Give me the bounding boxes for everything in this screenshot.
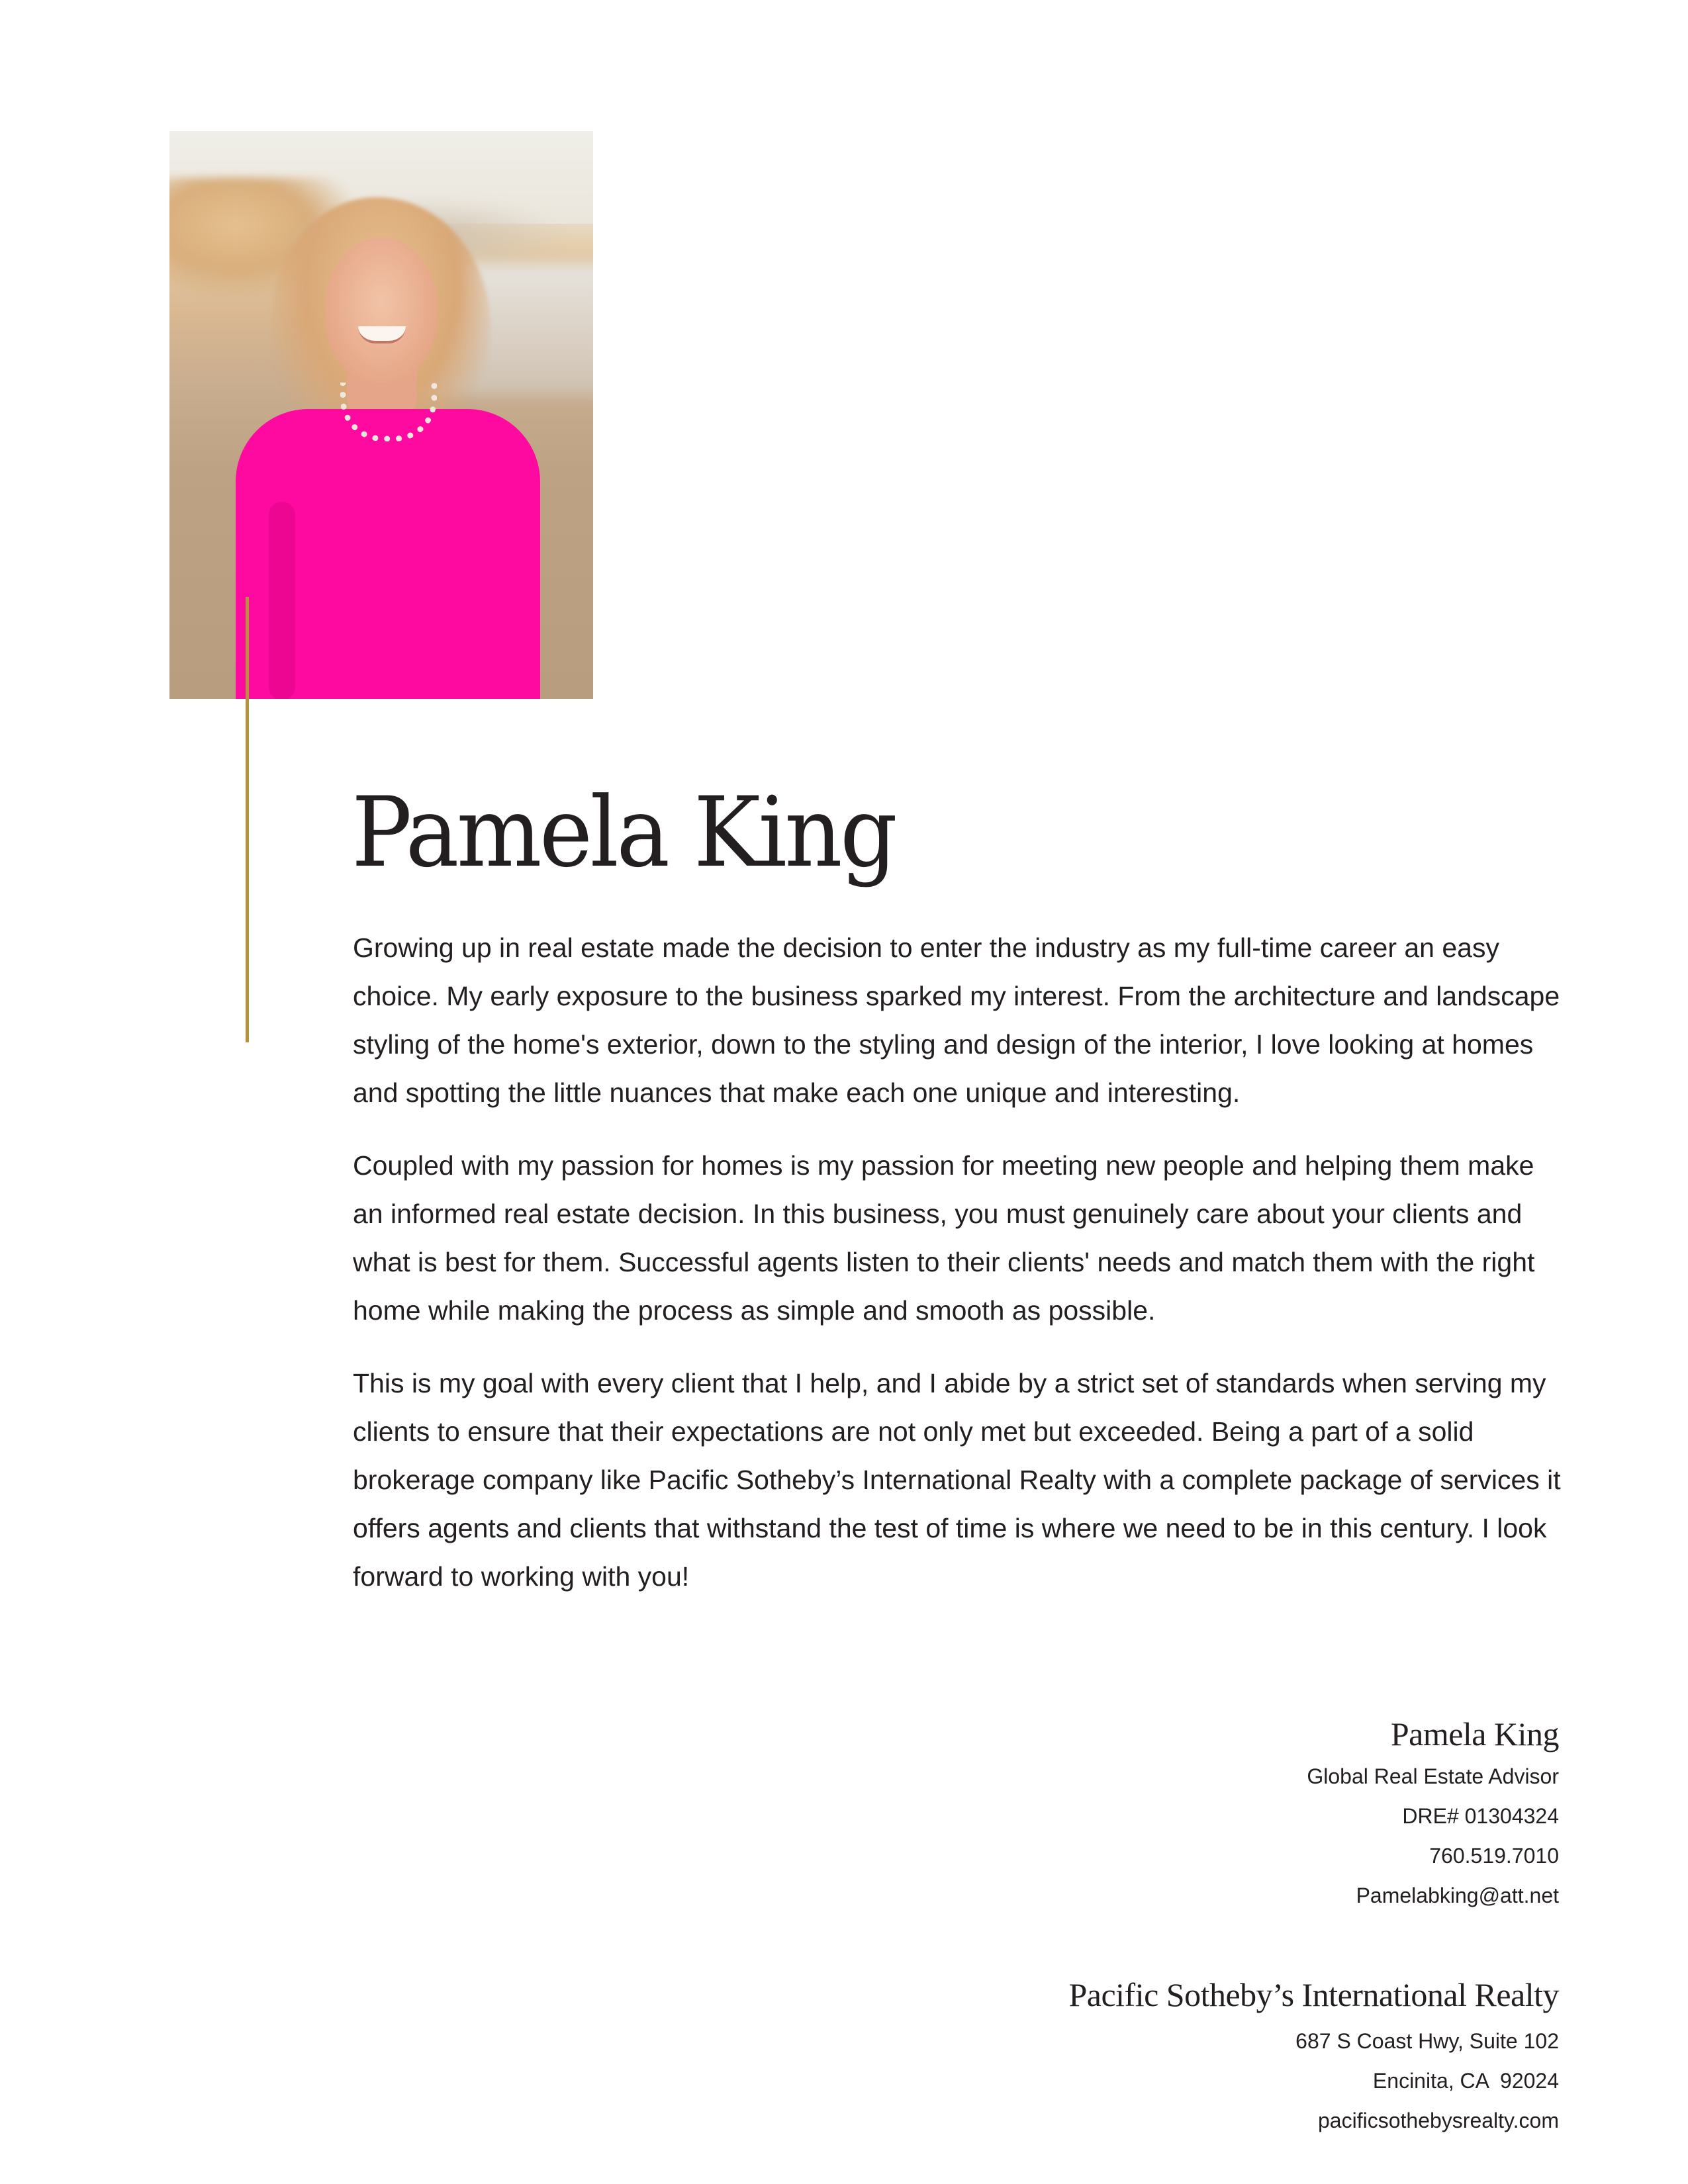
agent-title: Global Real Estate Advisor: [1307, 1764, 1559, 1788]
firm-address-line1: 687 S Coast Hwy, Suite 102: [1295, 2029, 1559, 2053]
bio-paragraph-2: Coupled with my passion for homes is my passion for meeting new people and helping them make an informed real estate decision. In this business, you must genuinely care about your clients and what is best for them. Successful agents listen to their clients' needs and match them with the right home while making the process as simple and smooth as possible.: [353, 1150, 1535, 1326]
bio-section: [353, 924, 1564, 1625]
firm-signature-block: [1068, 1975, 1559, 2140]
photo-face: [325, 237, 438, 383]
bio-paragraph-1: Growing up in real estate made the decision to enter the industry as my full-time career an easy choice. My early exposure to the business sparked my interest. From the architecture and landscape styling of the home's exterior, down to the styling and design of the interior, I love looking at homes and spotting the little nuances that make each one unique and interesting.: [353, 933, 1560, 1108]
firm-website: pacificsothebysrealty.com: [1318, 2109, 1559, 2132]
page-title: Pamela King: [352, 776, 896, 889]
gold-vertical-rule: [246, 597, 249, 1042]
agent-signature-block: [1307, 1714, 1559, 1915]
agent-name: Pamela King: [1390, 1715, 1559, 1752]
agent-license: DRE# 01304324: [1402, 1804, 1559, 1828]
firm-name: Pacific Sotheby’s International Realty: [1068, 1976, 1559, 2013]
firm-address-line2: Encinita, CA 92024: [1372, 2069, 1559, 2093]
agent-phone: 760.519.7010: [1429, 1844, 1559, 1868]
photo-sweater-shade: [269, 502, 295, 699]
agent-portrait-photo: [169, 131, 593, 699]
agent-email: Pamelabking@att.net: [1356, 1884, 1559, 1907]
bio-paragraph-3: This is my goal with every client that I help, and I abide by a strict set of standards when serving my clients to ensure that their expectations are not only met but exceeded. Being a part of a solid brokerage company like Pacific Sotheby’s International Realty with a complete package of services it offers agents and clients that withstand the test of time is where we need to be in this century. I look forward to working with you!: [353, 1368, 1561, 1592]
